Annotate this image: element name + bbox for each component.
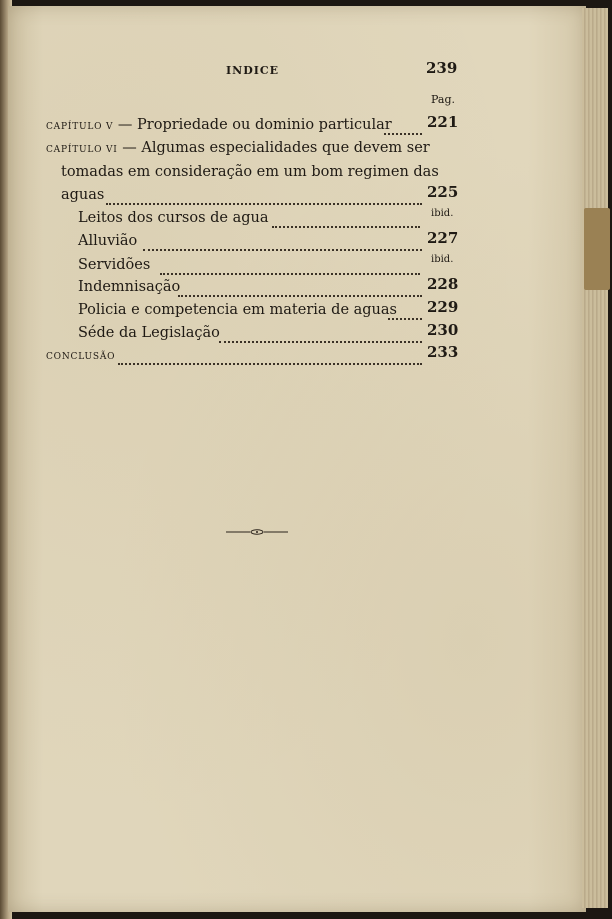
entry-page-number: 233 bbox=[427, 343, 459, 361]
ornament-divider bbox=[226, 529, 288, 535]
toc-subentry: Indemnisação bbox=[78, 279, 181, 295]
dot-leader bbox=[106, 185, 422, 205]
entry-continuation: aguas bbox=[61, 187, 105, 203]
chapter-label: CAPÍTULO VI bbox=[46, 145, 118, 155]
toc-subentry: Séde da Legislação bbox=[78, 325, 220, 341]
dot-leader bbox=[384, 115, 422, 135]
toc-subentry: Leitos dos cursos de agua bbox=[78, 210, 269, 226]
dot-leader bbox=[118, 345, 422, 365]
toc-subentry: Alluvião bbox=[78, 233, 138, 249]
entry-continuation: tomadas em consideração em um bom regimen das bbox=[61, 164, 439, 180]
toc-subentry: Policia e competencia em materia de aguas bbox=[78, 302, 397, 318]
section-label: CONCLUSÃO bbox=[46, 352, 116, 362]
page-number: 239 bbox=[426, 59, 458, 77]
entry-page-number: 229 bbox=[427, 298, 459, 316]
toc-entry-conclusao bbox=[46, 346, 115, 366]
dot-leader bbox=[388, 300, 422, 320]
toc-entry-capitulo-vi bbox=[46, 139, 430, 159]
pag-column-label: Pag. bbox=[431, 93, 456, 106]
toc-entry-capitulo-v bbox=[46, 116, 392, 136]
dot-leader bbox=[219, 323, 422, 343]
entry-page-ref: ibid. bbox=[431, 208, 454, 219]
dot-leader bbox=[272, 208, 420, 228]
entry-page-number: 228 bbox=[427, 275, 459, 293]
entry-page-number: 221 bbox=[427, 113, 459, 131]
dot-leader bbox=[178, 277, 422, 297]
chapter-label: CAPÍTULO V bbox=[46, 122, 114, 132]
dot-leader bbox=[143, 231, 422, 251]
entry-page-number: 227 bbox=[427, 229, 459, 247]
paper-tab bbox=[584, 208, 610, 290]
entry-page-number: 230 bbox=[427, 321, 459, 339]
running-title: INDICE bbox=[226, 64, 280, 77]
dot-leader bbox=[160, 255, 420, 275]
entry-page-ref: ibid. bbox=[431, 254, 454, 265]
toc-subentry: Servidões bbox=[78, 257, 151, 273]
entry-text: — Algumas especialidades que devem ser bbox=[122, 140, 430, 156]
entry-text: — Propriedade ou dominio particular bbox=[117, 117, 392, 133]
page-edges bbox=[582, 8, 608, 908]
entry-page-number: 225 bbox=[427, 183, 459, 201]
